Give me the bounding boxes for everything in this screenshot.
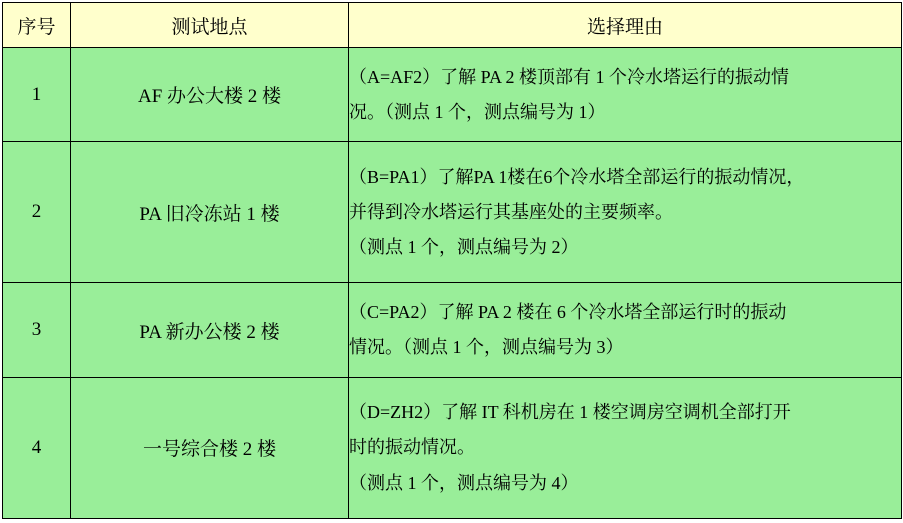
cell-index: 4 <box>3 377 71 518</box>
table-row <box>3 283 902 377</box>
table-row <box>3 48 902 142</box>
reason-line: （D=ZH2）了解 IT 科机房在 1 楼空调房空调机全部打开 <box>349 402 791 423</box>
reason-line: 情况。（测点 1 个，测点编号为 3） <box>349 337 624 358</box>
cell-reason <box>349 142 902 283</box>
header-row <box>3 3 902 48</box>
cell-place: PA 旧冷冻站 1 楼 <box>71 142 349 283</box>
cell-reason <box>349 48 902 142</box>
reason-line: 并得到冷水塔运行其基座处的主要频率。 <box>349 201 673 222</box>
cell-place: AF 办公大楼 2 楼 <box>71 48 349 142</box>
document-body <box>0 2 903 523</box>
table-body <box>3 48 902 519</box>
table-row <box>3 142 902 283</box>
cell-reason <box>349 377 902 518</box>
cell-index: 2 <box>3 142 71 283</box>
cell-place: 一号综合楼 2 楼 <box>71 377 349 518</box>
cell-index: 1 <box>3 48 71 142</box>
column-header-place: 测试地点 <box>71 3 349 48</box>
cell-place: PA 新办公楼 2 楼 <box>71 283 349 377</box>
reason-line: （C=PA2）了解 PA 2 楼在 6 个冷水塔全部运行时的振动 <box>349 302 787 323</box>
table-row <box>3 377 902 518</box>
reason-line: （B=PA1）了解PA 1楼在6个冷水塔全部运行的振动情况， <box>349 166 805 187</box>
reason-line: 时的振动情况。 <box>349 437 475 458</box>
reason-line: （测点 1 个，测点编号为 2） <box>349 237 579 258</box>
reason-line: （A=AF2）了解 PA 2 楼顶部有 1 个冷水塔运行的振动情 <box>349 66 790 87</box>
test-locations-table <box>2 2 902 519</box>
reason-line: 况。（测点 1 个，测点编号为 1） <box>349 101 606 122</box>
cell-reason <box>349 283 902 377</box>
reason-line: （测点 1 个，测点编号为 4） <box>349 472 579 493</box>
table-header <box>3 3 902 48</box>
column-header-reason: 选择理由 <box>349 3 902 48</box>
cell-index: 3 <box>3 283 71 377</box>
column-header-index: 序号 <box>3 3 71 48</box>
